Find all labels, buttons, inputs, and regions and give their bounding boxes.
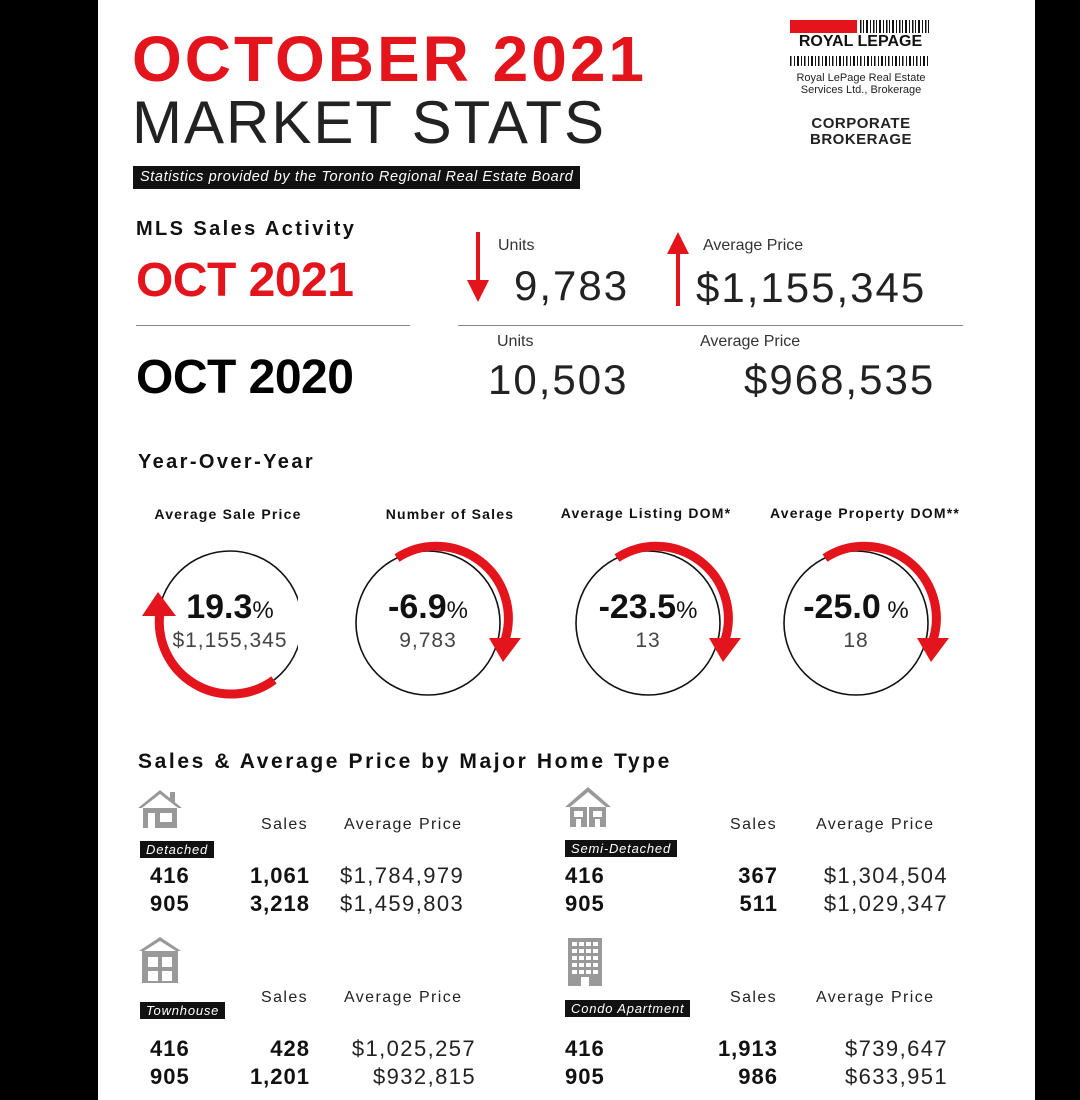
detached-905-area: 905: [150, 891, 190, 916]
source-banner: Statistics provided by the Toronto Regional Real Estate Board: [133, 166, 580, 189]
logo-corporate-line1: CORPORATE: [811, 115, 911, 132]
townhouse-905-sales: 1,201: [249, 1064, 310, 1089]
previous-price-label: Average Price: [700, 333, 801, 350]
townhouse-416-sales: 428: [270, 1036, 310, 1061]
semi-416-price: $1,304,504: [823, 863, 948, 888]
condo-416-area: 416: [565, 1036, 605, 1061]
semi-905-sales: 511: [739, 891, 778, 916]
townhouse-icon: [138, 935, 182, 985]
yoy-label-avg-sale-price: Average Sale Price: [154, 506, 302, 522]
semi-sales-col: Sales: [730, 816, 778, 833]
yoy-label-avg-property-dom: Average Property DOM**: [769, 505, 961, 521]
detached-tag: Detached: [140, 841, 214, 858]
townhouse-416-area: 416: [150, 1036, 190, 1061]
current-period: OCT 2021: [136, 254, 354, 307]
semi-905-price: $1,029,347: [823, 891, 948, 916]
home-type-heading: Sales & Average Price by Major Home Type: [138, 750, 672, 773]
detached-price-col: Average Price: [344, 816, 463, 833]
townhouse-905-area: 905: [150, 1064, 190, 1089]
previous-units-label: Units: [497, 333, 534, 350]
semi-detached-icon: [563, 785, 613, 829]
townhouse-price-col: Average Price: [344, 989, 463, 1006]
yoy-value-avg-sale-price: $1,155,345: [172, 629, 288, 652]
townhouse-905-price: $932,815: [373, 1064, 476, 1089]
house-icon: [136, 788, 184, 830]
condo-sales-col: Sales: [730, 989, 778, 1006]
townhouse-tag: Townhouse: [140, 1002, 225, 1019]
page-subtitle: MARKET STATS: [132, 89, 607, 156]
yoy-label-number-of-sales: Number of Sales: [385, 506, 515, 522]
logo-subtitle-line2: Services Ltd., Brokerage: [800, 84, 922, 96]
semi-416-sales: 367: [738, 863, 778, 888]
detached-sales-col: Sales: [261, 816, 309, 833]
detached-905-sales: 3,218: [249, 891, 310, 916]
logo-wordmark: ROYAL LEPAGE: [798, 33, 923, 50]
condo-905-sales: 986: [738, 1064, 778, 1089]
semi-price-col: Average Price: [816, 816, 935, 833]
yoy-circle-number-of-sales: [353, 540, 523, 710]
yoy-circle-avg-sale-price: [128, 540, 298, 710]
semi-416-area: 416: [565, 863, 605, 888]
current-price: $1,155,345: [696, 264, 927, 311]
yoy-pct-avg-listing-dom: -23.5%: [598, 588, 698, 626]
semi-905-area: 905: [565, 891, 605, 916]
yoy-circle-avg-property-dom: [781, 540, 951, 710]
yoy-pct-avg-property-dom: -25.0 %: [803, 588, 909, 626]
yoy-label-avg-listing-dom: Average Listing DOM*: [560, 505, 732, 521]
logo-barcode-lower-icon: [790, 56, 930, 66]
page-title: OCTOBER 2021: [132, 23, 647, 95]
detached-416-price: $1,784,979: [340, 863, 465, 888]
condo-905-price: $633,951: [845, 1064, 948, 1089]
current-units: 9,783: [514, 262, 630, 309]
condo-building-icon: [566, 936, 604, 988]
townhouse-sales-col: Sales: [261, 989, 309, 1006]
logo-barcode-icon: [790, 20, 930, 33]
previous-price: $968,535: [744, 356, 936, 403]
current-price-label: Average Price: [703, 237, 804, 254]
townhouse-416-price: $1,025,257: [351, 1036, 476, 1061]
semi-detached-tag: Semi-Detached: [565, 840, 677, 857]
previous-units: 10,503: [488, 356, 629, 403]
yoy-value-avg-listing-dom: 13: [635, 629, 661, 652]
condo-tag: Condo Apartment: [565, 1000, 690, 1017]
logo-subtitle-line1: Royal LePage Real Estate: [796, 72, 926, 84]
market-stats-sheet: [98, 0, 1035, 1100]
condo-416-sales: 1,913: [717, 1036, 778, 1061]
condo-905-area: 905: [565, 1064, 605, 1089]
yoy-value-avg-property-dom: 18: [843, 629, 869, 652]
previous-period: OCT 2020: [136, 351, 354, 404]
yoy-pct-number-of-sales: -6.9%: [388, 588, 468, 626]
arrow-down-icon: [466, 232, 490, 304]
condo-416-price: $739,647: [845, 1036, 948, 1061]
divider-right: [458, 325, 963, 326]
condo-price-col: Average Price: [816, 989, 935, 1006]
yoy-circle-avg-listing-dom: [573, 540, 743, 710]
yoy-pct-avg-sale-price: 19.3%: [186, 588, 274, 626]
detached-416-area: 416: [150, 863, 190, 888]
detached-416-sales: 1,061: [249, 863, 310, 888]
logo-subtitle: [786, 72, 936, 96]
divider-left: [136, 325, 410, 326]
mls-heading: MLS Sales Activity: [136, 218, 357, 240]
arrow-up-icon: [666, 232, 690, 306]
detached-905-price: $1,459,803: [340, 891, 465, 916]
yoy-heading: Year-Over-Year: [138, 451, 316, 473]
logo-corporate: [786, 116, 936, 148]
current-units-label: Units: [498, 237, 535, 254]
logo-corporate-line2: BROKERAGE: [809, 131, 912, 148]
yoy-value-number-of-sales: 9,783: [399, 629, 457, 652]
